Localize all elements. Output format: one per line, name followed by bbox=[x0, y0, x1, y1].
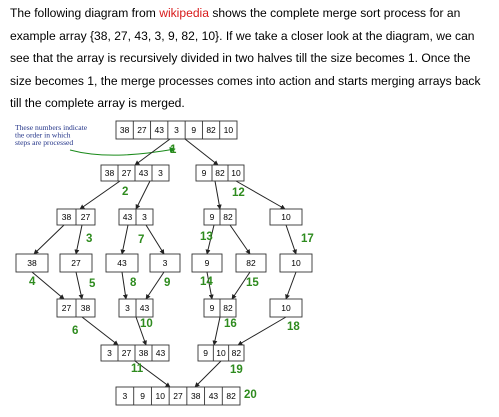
array-box-merge-3-43 bbox=[119, 299, 153, 317]
array-value: 38 bbox=[104, 168, 115, 178]
array-box-split-9-82 bbox=[204, 209, 236, 225]
array-value: 82 bbox=[215, 168, 225, 178]
step-number-19: 19 bbox=[230, 364, 243, 376]
array-value: 10 bbox=[155, 391, 166, 401]
step-number-15: 15 bbox=[246, 277, 259, 289]
array-box-merge-left bbox=[101, 345, 169, 361]
array-value: 27 bbox=[137, 125, 147, 135]
flow-arrow bbox=[214, 317, 220, 345]
array-box-split-43-3 bbox=[119, 209, 153, 225]
array-value: 82 bbox=[226, 391, 236, 401]
step-number-2: 2 bbox=[122, 186, 129, 198]
array-box-leaf-10 bbox=[280, 254, 312, 272]
step-number-17: 17 bbox=[301, 233, 314, 245]
step-number-16: 16 bbox=[224, 318, 237, 330]
array-value: 9 bbox=[209, 212, 215, 222]
array-value: 82 bbox=[246, 258, 256, 268]
step-number-3: 3 bbox=[86, 233, 93, 245]
flow-arrow bbox=[80, 181, 120, 209]
step-number-9: 9 bbox=[164, 277, 171, 289]
flow-arrow bbox=[146, 272, 164, 299]
array-value: 9 bbox=[204, 258, 210, 268]
array-value: 27 bbox=[121, 348, 132, 358]
flow-arrow bbox=[146, 225, 164, 254]
flow-arrow bbox=[76, 225, 82, 254]
flow-arrow bbox=[286, 225, 296, 254]
array-box-merge-9-82 bbox=[204, 299, 236, 317]
array-value: 3 bbox=[158, 168, 163, 178]
array-value: 27 bbox=[80, 212, 91, 222]
array-value: 38 bbox=[27, 258, 37, 268]
array-value: 38 bbox=[190, 391, 201, 401]
array-value: 27 bbox=[121, 168, 132, 178]
array-box-leaf-82 bbox=[236, 254, 266, 272]
array-value: 43 bbox=[138, 168, 149, 178]
step-number-8: 8 bbox=[130, 277, 137, 289]
step-number-layer bbox=[29, 144, 314, 401]
step-number-14: 14 bbox=[200, 276, 213, 288]
array-value: 10 bbox=[231, 168, 241, 178]
flow-arrow bbox=[230, 225, 250, 254]
array-value: 27 bbox=[173, 391, 183, 401]
array-value: 38 bbox=[61, 212, 72, 222]
array-value: 82 bbox=[206, 125, 216, 135]
step-number-10: 10 bbox=[140, 318, 153, 330]
array-value: 43 bbox=[139, 303, 150, 313]
step-number-4: 4 bbox=[29, 276, 36, 288]
flow-arrow bbox=[122, 225, 128, 254]
array-value: 10 bbox=[281, 303, 291, 313]
array-value: 43 bbox=[155, 348, 166, 358]
array-box-merge-right bbox=[198, 345, 244, 361]
array-value: 3 bbox=[122, 391, 128, 401]
array-value: 43 bbox=[154, 125, 164, 135]
flow-arrow bbox=[122, 272, 126, 299]
array-box-merge-10 bbox=[270, 299, 302, 317]
step-number-7: 7 bbox=[138, 234, 145, 246]
array-box-split-left bbox=[101, 165, 169, 181]
array-value: 3 bbox=[107, 348, 112, 358]
array-value: 82 bbox=[223, 303, 233, 313]
array-value: 10 bbox=[223, 125, 234, 135]
note-line: the order in which bbox=[15, 130, 71, 140]
array-value: 9 bbox=[201, 168, 207, 178]
box-layer bbox=[16, 121, 312, 405]
array-box-split-10 bbox=[270, 209, 302, 225]
intro-text-rest: shows the complete merge sort process for an example array {38, 27, 43, 3, 9, 82, 10}. If we take a closer look at the diagram, we can see that the array is recursively divided in two halves till the size becomes 1. Once the size becomes 1, the merge processes comes into action and starts merging arrays back till the complete array is merged. bbox=[10, 6, 481, 111]
array-value: 9 bbox=[203, 348, 209, 358]
step-number-11: 11 bbox=[131, 363, 144, 375]
flow-arrow bbox=[32, 272, 64, 299]
array-value: 3 bbox=[162, 258, 168, 268]
array-value: 38 bbox=[119, 125, 130, 135]
step-number-12: 12 bbox=[232, 187, 245, 199]
array-value: 10 bbox=[216, 348, 226, 358]
flow-arrow bbox=[136, 181, 150, 209]
flow-arrow bbox=[76, 272, 82, 299]
flow-arrow bbox=[135, 139, 170, 165]
array-value: 9 bbox=[209, 303, 215, 313]
flow-arrow bbox=[34, 225, 64, 254]
step-order-note bbox=[15, 123, 88, 147]
array-value: 43 bbox=[122, 212, 133, 222]
array-value: 9 bbox=[191, 125, 197, 135]
flow-arrow bbox=[215, 181, 220, 209]
array-value: 10 bbox=[291, 258, 301, 268]
intro-text-start: The following diagram from bbox=[10, 6, 160, 20]
step-number-1: 1 bbox=[170, 144, 177, 156]
array-value: 38 bbox=[80, 303, 91, 313]
wikipedia-link[interactable]: wikipedia bbox=[159, 6, 209, 20]
array-value: 10 bbox=[281, 212, 291, 222]
note-line: These numbers indicate bbox=[15, 123, 88, 132]
flow-arrow bbox=[185, 139, 218, 165]
array-box-leaf-9 bbox=[192, 254, 222, 272]
step-number-18: 18 bbox=[287, 321, 300, 333]
step-number-13: 13 bbox=[200, 231, 213, 243]
flow-arrow bbox=[286, 272, 296, 299]
flow-arrow bbox=[82, 317, 118, 345]
array-value: 27 bbox=[71, 258, 81, 268]
array-box-root bbox=[116, 121, 237, 139]
array-value: 9 bbox=[140, 391, 145, 401]
array-box-leaf-38 bbox=[16, 254, 48, 272]
array-value: 3 bbox=[142, 212, 147, 222]
array-box-sorted bbox=[116, 387, 240, 405]
array-box-leaf-27 bbox=[60, 254, 92, 272]
array-value: 43 bbox=[208, 391, 219, 401]
note-pointer-arrow bbox=[70, 149, 175, 155]
array-box-leaf-43 bbox=[106, 254, 138, 272]
step-number-20: 20 bbox=[244, 389, 257, 401]
step-number-6: 6 bbox=[72, 325, 79, 337]
array-value: 82 bbox=[231, 348, 242, 358]
array-value: 38 bbox=[138, 348, 149, 358]
step-number-5: 5 bbox=[89, 278, 96, 290]
note-line: steps are processed bbox=[15, 138, 74, 147]
array-box-split-38-27 bbox=[57, 209, 95, 225]
array-box-merge-27-38 bbox=[57, 299, 95, 317]
array-value: 43 bbox=[117, 258, 127, 268]
flow-arrow bbox=[195, 361, 221, 387]
array-value: 3 bbox=[125, 303, 130, 313]
flow-arrow bbox=[238, 317, 286, 345]
array-box-leaf-3 bbox=[150, 254, 180, 272]
array-value: 82 bbox=[223, 212, 233, 222]
array-value: 3 bbox=[174, 125, 179, 135]
array-box-split-right bbox=[196, 165, 244, 181]
array-value: 27 bbox=[61, 303, 72, 313]
